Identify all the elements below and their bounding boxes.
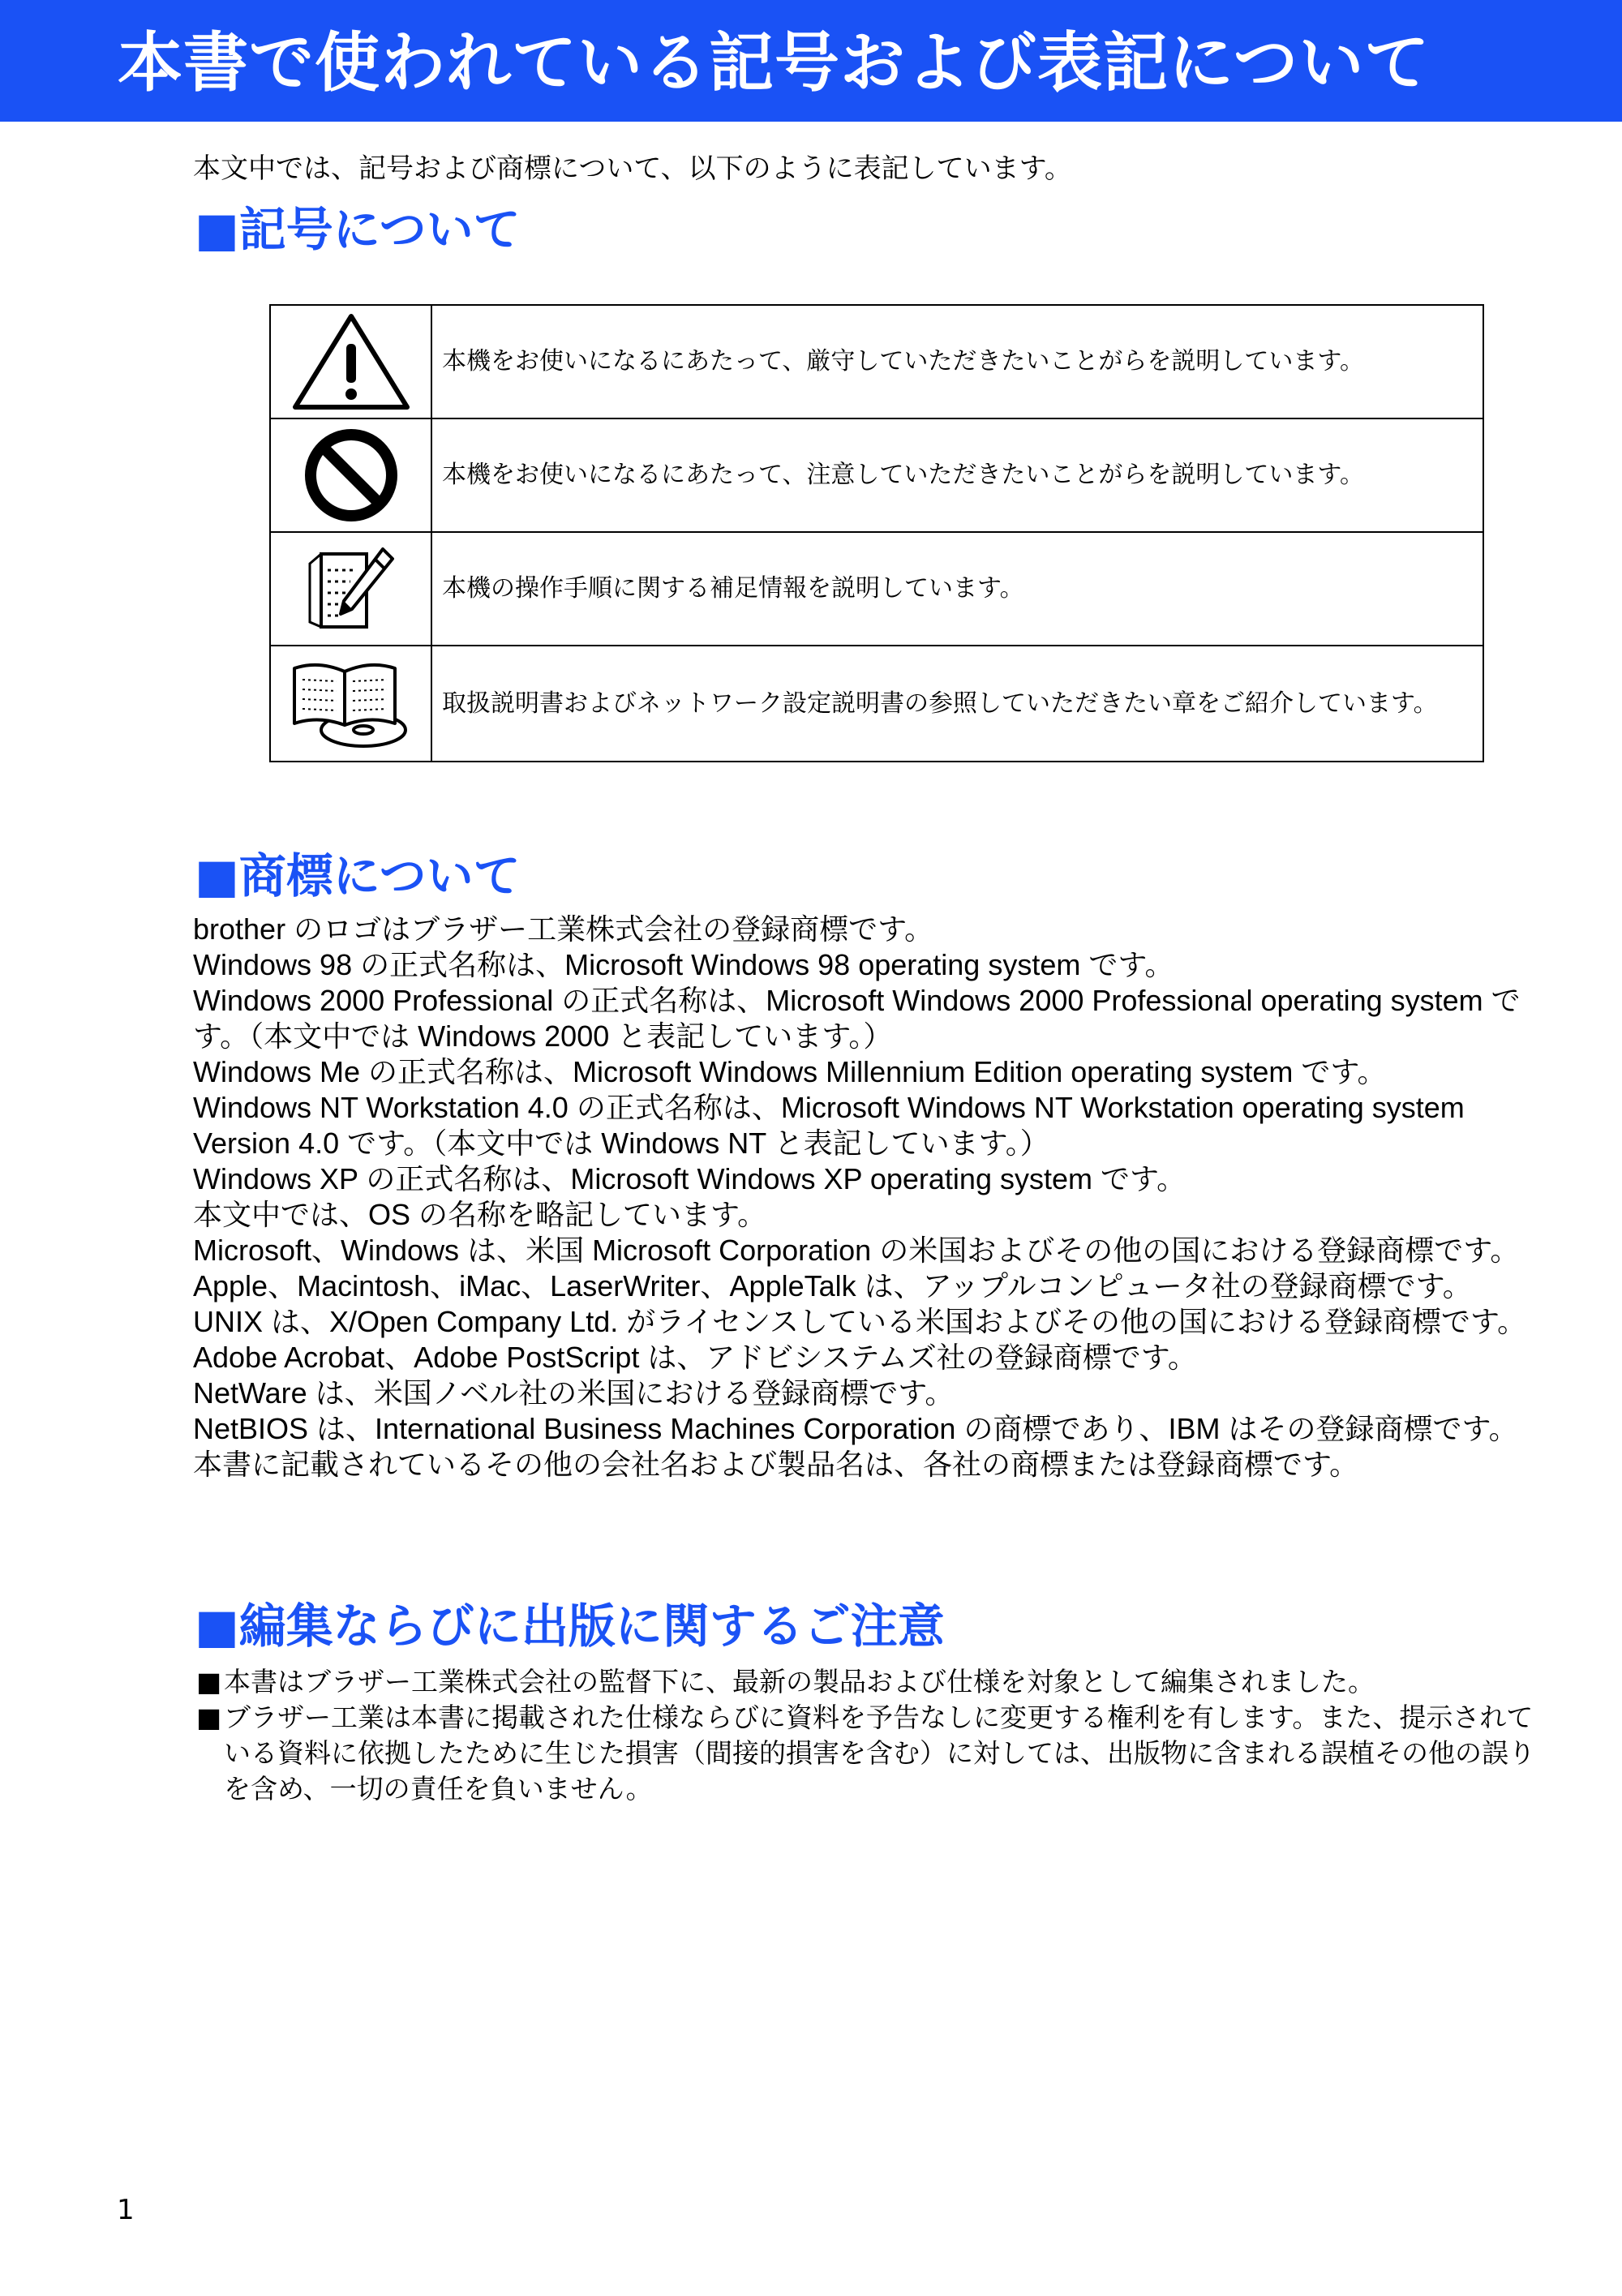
trademarks-heading: ■商標について	[195, 848, 521, 903]
trademark-line: Adobe Acrobat、Adobe PostScript は、アドビシステムズ社の登録商標です。	[193, 1341, 1197, 1374]
trademark-line: NetWare は、米国ノベル社の米国における登録商標です。	[193, 1376, 955, 1410]
symbol-icon-cell	[270, 646, 431, 762]
note-pencil-icon	[303, 541, 399, 637]
editorial-heading: ■編集ならびに出版に関するご注意	[195, 1599, 945, 1654]
symbol-row	[270, 305, 1483, 418]
editorial-note	[196, 1700, 1559, 1807]
trademark-line: Windows 2000 Professional の正式名称は、Microsoft Windows 2000 Professional operating system です。（本文中では Windows 2000 と表記しています。）	[193, 984, 1521, 1053]
page-title: 本書で使われている記号および表記について	[118, 25, 1431, 101]
trademark-line: Windows NT Workstation 4.0 の正式名称は、Microsoft Windows NT Workstation operating system Version 4.0 です。（本文中では Windows NT と表記しています。）	[193, 1091, 1465, 1160]
symbol-description: 本機の操作手順に関する補足情報を説明しています。	[431, 532, 1483, 646]
trademark-line: Apple、Macintosh、iMac、LaserWriter、AppleTalk は、アップルコンピュータ社の登録商標です。	[193, 1269, 1472, 1302]
editorial-notes	[196, 1664, 1559, 1807]
symbol-icon-cell	[270, 418, 431, 532]
symbols-table	[269, 304, 1484, 762]
prohibition-icon	[301, 425, 401, 526]
symbol-description: 本機をお使いになるにあたって、注意していただきたいことがらを説明しています。	[431, 418, 1483, 532]
header-band	[0, 0, 1622, 122]
symbol-icon-cell	[270, 305, 431, 418]
bullet-square-icon: ■	[196, 1666, 222, 1697]
symbol-icon-cell	[270, 532, 431, 646]
warning-triangle-icon	[290, 311, 412, 412]
trademark-line: brother のロゴはブラザー工業株式会社の登録商標です。	[193, 912, 934, 946]
editorial-note-text: 本書はブラザー工業株式会社の監督下に、最新の製品および仕様を対象として編集されました。	[224, 1666, 1375, 1697]
trademark-line: Windows XP の正式名称は、Microsoft Windows XP operating system です。	[193, 1162, 1186, 1195]
symbol-row	[270, 646, 1483, 762]
book-cd-icon	[286, 655, 416, 753]
symbol-description: 取扱説明書およびネットワーク設定説明書の参照していただきたい章をご紹介しています。	[431, 646, 1483, 762]
trademark-line: NetBIOS は、International Business Machines Corporation の商標であり、IBM はその登録商標です。	[193, 1412, 1518, 1445]
bullet-square-icon: ■	[196, 1702, 222, 1733]
page-number: 1	[117, 2194, 135, 2226]
trademark-line: UNIX は、X/Open Company Ltd. がライセンスしている米国およびその他の国における登録商標です。	[193, 1305, 1527, 1338]
trademarks-list	[193, 912, 1555, 1483]
symbols-heading: ■記号について	[195, 202, 521, 257]
trademark-line: Microsoft、Windows は、米国 Microsoft Corporation の米国およびその他の国における登録商標です。	[193, 1234, 1520, 1267]
trademark-line: Windows 98 の正式名称は、Microsoft Windows 98 operating system です。	[193, 948, 1174, 981]
symbol-row	[270, 532, 1483, 646]
trademark-line: 本文中では、OS の名称を略記しています。	[193, 1198, 767, 1231]
editorial-note	[196, 1664, 1559, 1700]
trademark-line: 本書に記載されているその他の会社名および製品名は、各社の商標または登録商標です。	[193, 1448, 1359, 1481]
editorial-note-text: ブラザー工業は本書に掲載された仕様ならびに資料を予告なしに変更する権利を有します。また、提示されている資料に依拠したために生じた損害（間接的損害を含む）に対しては、出版物に含まれる誤植その他の誤りを含め、一切の責任を負いません。	[224, 1702, 1535, 1805]
trademark-line: Windows Me の正式名称は、Microsoft Windows Millennium Edition operating system です。	[193, 1055, 1387, 1088]
symbol-description: 本機をお使いになるにあたって、厳守していただきたいことがらを説明しています。	[431, 305, 1483, 418]
intro-text: 本文中では、記号および商標について、以下のように表記しています。	[193, 152, 1072, 185]
symbol-row	[270, 418, 1483, 532]
